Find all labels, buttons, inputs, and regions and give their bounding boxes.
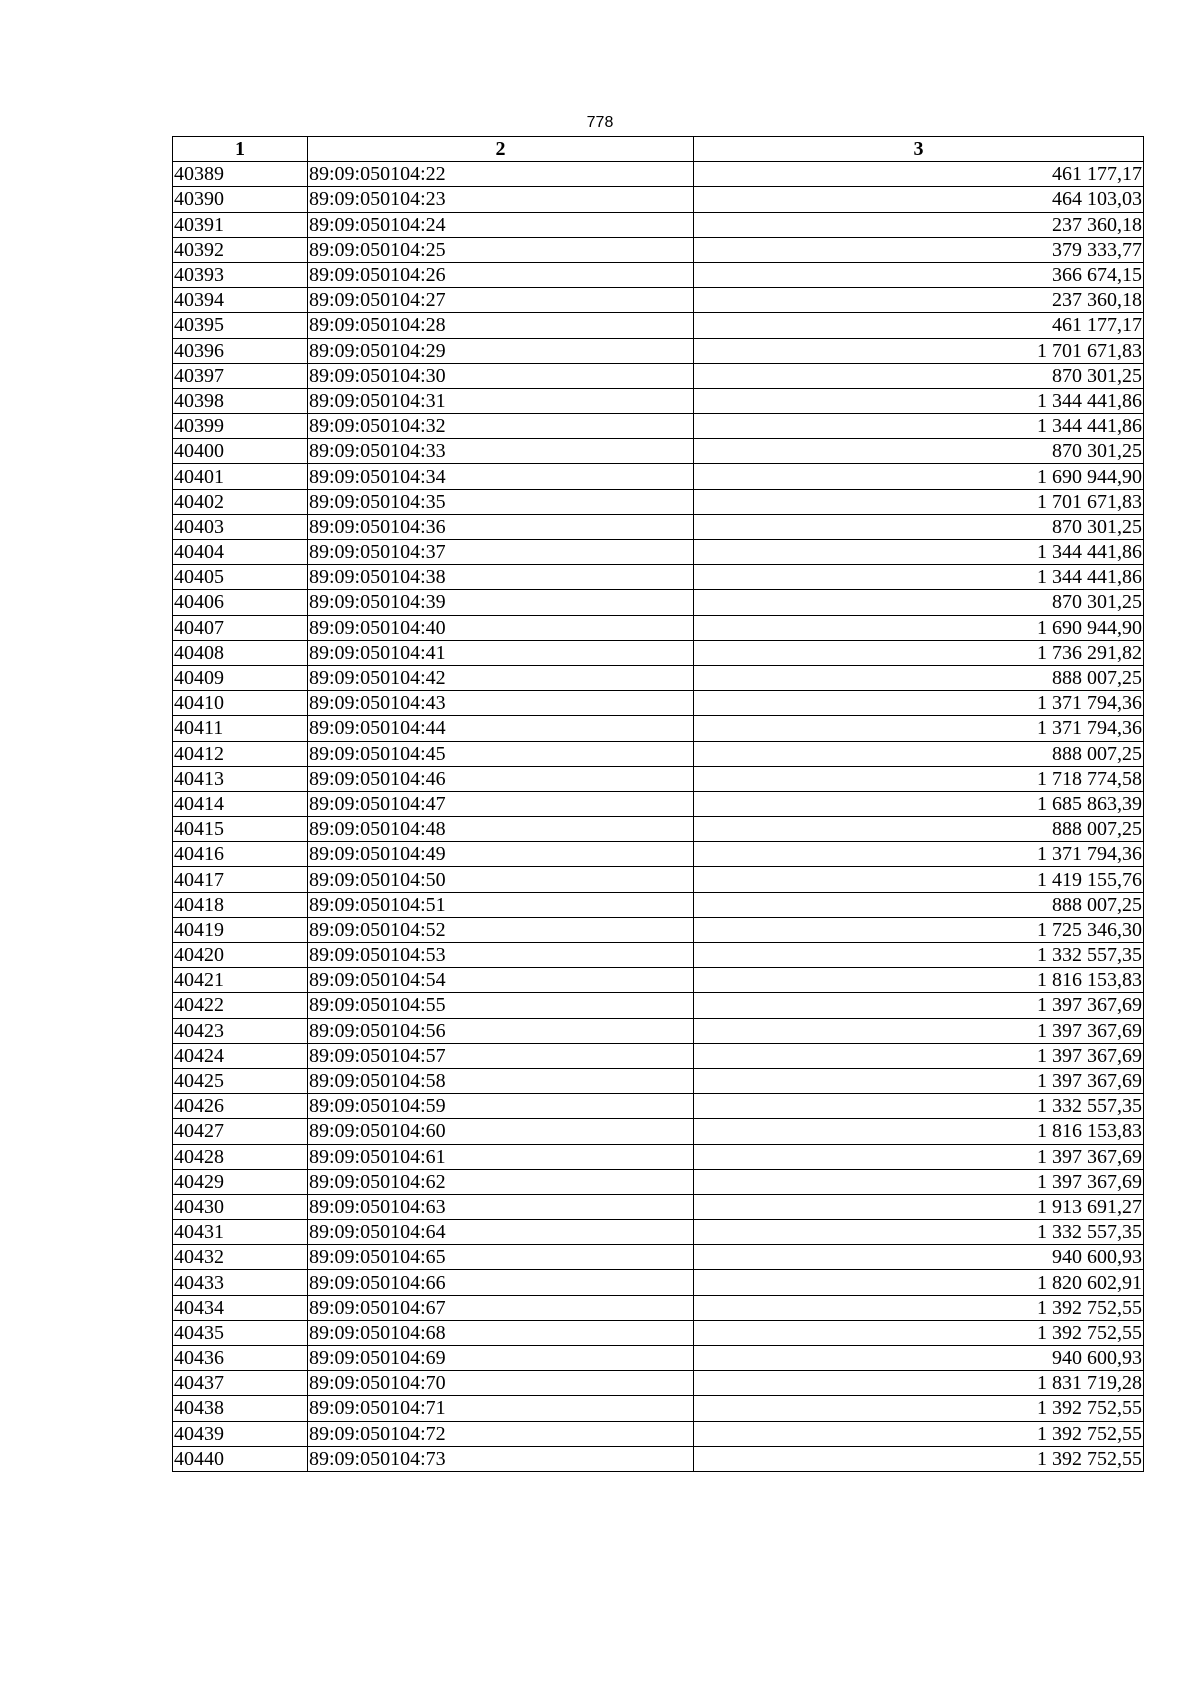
row-number-cell: 40410 bbox=[173, 691, 308, 716]
row-number-cell: 40430 bbox=[173, 1194, 308, 1219]
table-row bbox=[173, 565, 1144, 590]
value-cell: 1 392 752,55 bbox=[694, 1295, 1144, 1320]
cadastral-number-cell: 89:09:050104:58 bbox=[308, 1068, 694, 1093]
row-number-cell: 40406 bbox=[173, 590, 308, 615]
row-number-cell: 40420 bbox=[173, 943, 308, 968]
table-row bbox=[173, 1245, 1144, 1270]
data-table bbox=[172, 136, 1144, 1472]
table-row bbox=[173, 640, 1144, 665]
cadastral-number-cell: 89:09:050104:26 bbox=[308, 262, 694, 287]
value-cell: 888 007,25 bbox=[694, 817, 1144, 842]
cadastral-number-cell: 89:09:050104:47 bbox=[308, 791, 694, 816]
row-number-cell: 40421 bbox=[173, 968, 308, 993]
table-row bbox=[173, 615, 1144, 640]
row-number-cell: 40399 bbox=[173, 414, 308, 439]
value-cell: 379 333,77 bbox=[694, 237, 1144, 262]
cadastral-number-cell: 89:09:050104:31 bbox=[308, 388, 694, 413]
row-number-cell: 40422 bbox=[173, 993, 308, 1018]
table-row bbox=[173, 943, 1144, 968]
table-row bbox=[173, 1220, 1144, 1245]
table-row bbox=[173, 1421, 1144, 1446]
row-number-cell: 40403 bbox=[173, 514, 308, 539]
row-number-cell: 40411 bbox=[173, 716, 308, 741]
row-number-cell: 40419 bbox=[173, 917, 308, 942]
cadastral-number-cell: 89:09:050104:27 bbox=[308, 288, 694, 313]
table-row bbox=[173, 1043, 1144, 1068]
table-row bbox=[173, 1194, 1144, 1219]
row-number-cell: 40393 bbox=[173, 262, 308, 287]
table-row bbox=[173, 1144, 1144, 1169]
cadastral-number-cell: 89:09:050104:50 bbox=[308, 867, 694, 892]
value-cell: 461 177,17 bbox=[694, 162, 1144, 187]
cadastral-number-cell: 89:09:050104:56 bbox=[308, 1018, 694, 1043]
table-row bbox=[173, 817, 1144, 842]
value-cell: 1 397 367,69 bbox=[694, 1018, 1144, 1043]
row-number-cell: 40439 bbox=[173, 1421, 308, 1446]
table-header bbox=[173, 137, 1144, 162]
row-number-cell: 40418 bbox=[173, 892, 308, 917]
cadastral-number-cell: 89:09:050104:46 bbox=[308, 766, 694, 791]
value-cell: 464 103,03 bbox=[694, 187, 1144, 212]
table-row bbox=[173, 212, 1144, 237]
value-cell: 1 332 557,35 bbox=[694, 1220, 1144, 1245]
value-cell: 1 344 441,86 bbox=[694, 565, 1144, 590]
row-number-cell: 40402 bbox=[173, 489, 308, 514]
cadastral-number-cell: 89:09:050104:59 bbox=[308, 1094, 694, 1119]
row-number-cell: 40424 bbox=[173, 1043, 308, 1068]
table-row bbox=[173, 968, 1144, 993]
table-row bbox=[173, 791, 1144, 816]
row-number-cell: 40432 bbox=[173, 1245, 308, 1270]
row-number-cell: 40396 bbox=[173, 338, 308, 363]
header-cell-1: 1 bbox=[173, 137, 308, 162]
row-number-cell: 40414 bbox=[173, 791, 308, 816]
table-row bbox=[173, 439, 1144, 464]
cadastral-number-cell: 89:09:050104:36 bbox=[308, 514, 694, 539]
row-number-cell: 40404 bbox=[173, 540, 308, 565]
row-number-cell: 40433 bbox=[173, 1270, 308, 1295]
cadastral-number-cell: 89:09:050104:25 bbox=[308, 237, 694, 262]
cadastral-number-cell: 89:09:050104:66 bbox=[308, 1270, 694, 1295]
cadastral-number-cell: 89:09:050104:35 bbox=[308, 489, 694, 514]
table-row bbox=[173, 766, 1144, 791]
table-row bbox=[173, 262, 1144, 287]
row-number-cell: 40397 bbox=[173, 363, 308, 388]
row-number-cell: 40438 bbox=[173, 1396, 308, 1421]
table-body bbox=[173, 162, 1144, 1472]
cadastral-number-cell: 89:09:050104:52 bbox=[308, 917, 694, 942]
cadastral-number-cell: 89:09:050104:67 bbox=[308, 1295, 694, 1320]
table-row bbox=[173, 388, 1144, 413]
cadastral-number-cell: 89:09:050104:29 bbox=[308, 338, 694, 363]
value-cell: 870 301,25 bbox=[694, 590, 1144, 615]
value-cell: 1 419 155,76 bbox=[694, 867, 1144, 892]
value-cell: 1 371 794,36 bbox=[694, 716, 1144, 741]
cadastral-number-cell: 89:09:050104:34 bbox=[308, 464, 694, 489]
row-number-cell: 40434 bbox=[173, 1295, 308, 1320]
row-number-cell: 40409 bbox=[173, 665, 308, 690]
row-number-cell: 40436 bbox=[173, 1346, 308, 1371]
table-row bbox=[173, 716, 1144, 741]
value-cell: 1 718 774,58 bbox=[694, 766, 1144, 791]
value-cell: 1 392 752,55 bbox=[694, 1421, 1144, 1446]
value-cell: 940 600,93 bbox=[694, 1245, 1144, 1270]
row-number-cell: 40417 bbox=[173, 867, 308, 892]
value-cell: 1 816 153,83 bbox=[694, 1119, 1144, 1144]
value-cell: 1 344 441,86 bbox=[694, 414, 1144, 439]
value-cell: 1 913 691,27 bbox=[694, 1194, 1144, 1219]
table-row bbox=[173, 414, 1144, 439]
table-row bbox=[173, 514, 1144, 539]
value-cell: 1 392 752,55 bbox=[694, 1396, 1144, 1421]
cadastral-number-cell: 89:09:050104:53 bbox=[308, 943, 694, 968]
table-row bbox=[173, 691, 1144, 716]
table-row bbox=[173, 363, 1144, 388]
value-cell: 1 690 944,90 bbox=[694, 615, 1144, 640]
value-cell: 940 600,93 bbox=[694, 1346, 1144, 1371]
value-cell: 461 177,17 bbox=[694, 313, 1144, 338]
cadastral-number-cell: 89:09:050104:69 bbox=[308, 1346, 694, 1371]
cadastral-number-cell: 89:09:050104:64 bbox=[308, 1220, 694, 1245]
row-number-cell: 40398 bbox=[173, 388, 308, 413]
value-cell: 1 371 794,36 bbox=[694, 691, 1144, 716]
row-number-cell: 40407 bbox=[173, 615, 308, 640]
table-row bbox=[173, 590, 1144, 615]
row-number-cell: 40394 bbox=[173, 288, 308, 313]
cadastral-number-cell: 89:09:050104:42 bbox=[308, 665, 694, 690]
cadastral-number-cell: 89:09:050104:68 bbox=[308, 1320, 694, 1345]
value-cell: 1 685 863,39 bbox=[694, 791, 1144, 816]
cadastral-number-cell: 89:09:050104:40 bbox=[308, 615, 694, 640]
cadastral-number-cell: 89:09:050104:57 bbox=[308, 1043, 694, 1068]
cadastral-number-cell: 89:09:050104:65 bbox=[308, 1245, 694, 1270]
value-cell: 870 301,25 bbox=[694, 439, 1144, 464]
row-number-cell: 40425 bbox=[173, 1068, 308, 1093]
table-row bbox=[173, 665, 1144, 690]
row-number-cell: 40428 bbox=[173, 1144, 308, 1169]
cadastral-number-cell: 89:09:050104:39 bbox=[308, 590, 694, 615]
row-number-cell: 40427 bbox=[173, 1119, 308, 1144]
cadastral-number-cell: 89:09:050104:54 bbox=[308, 968, 694, 993]
value-cell: 1 397 367,69 bbox=[694, 993, 1144, 1018]
value-cell: 1 397 367,69 bbox=[694, 1068, 1144, 1093]
cadastral-number-cell: 89:09:050104:62 bbox=[308, 1169, 694, 1194]
cadastral-number-cell: 89:09:050104:70 bbox=[308, 1371, 694, 1396]
table-row bbox=[173, 892, 1144, 917]
row-number-cell: 40392 bbox=[173, 237, 308, 262]
cadastral-number-cell: 89:09:050104:45 bbox=[308, 741, 694, 766]
cadastral-number-cell: 89:09:050104:63 bbox=[308, 1194, 694, 1219]
value-cell: 1 397 367,69 bbox=[694, 1144, 1144, 1169]
value-cell: 1 392 752,55 bbox=[694, 1446, 1144, 1471]
cadastral-number-cell: 89:09:050104:37 bbox=[308, 540, 694, 565]
table-row bbox=[173, 993, 1144, 1018]
table-row bbox=[173, 1169, 1144, 1194]
value-cell: 1 397 367,69 bbox=[694, 1169, 1144, 1194]
table-row bbox=[173, 162, 1144, 187]
row-number-cell: 40412 bbox=[173, 741, 308, 766]
cadastral-number-cell: 89:09:050104:33 bbox=[308, 439, 694, 464]
table-row bbox=[173, 288, 1144, 313]
table-row bbox=[173, 1396, 1144, 1421]
table-row bbox=[173, 741, 1144, 766]
table-row bbox=[173, 1295, 1144, 1320]
cadastral-number-cell: 89:09:050104:49 bbox=[308, 842, 694, 867]
table-row bbox=[173, 1346, 1144, 1371]
value-cell: 237 360,18 bbox=[694, 212, 1144, 237]
table-row bbox=[173, 1446, 1144, 1471]
value-cell: 1 332 557,35 bbox=[694, 1094, 1144, 1119]
row-number-cell: 40431 bbox=[173, 1220, 308, 1245]
row-number-cell: 40390 bbox=[173, 187, 308, 212]
table-row bbox=[173, 540, 1144, 565]
value-cell: 1 820 602,91 bbox=[694, 1270, 1144, 1295]
cadastral-number-cell: 89:09:050104:32 bbox=[308, 414, 694, 439]
value-cell: 237 360,18 bbox=[694, 288, 1144, 313]
row-number-cell: 40437 bbox=[173, 1371, 308, 1396]
value-cell: 888 007,25 bbox=[694, 892, 1144, 917]
cadastral-number-cell: 89:09:050104:72 bbox=[308, 1421, 694, 1446]
cadastral-number-cell: 89:09:050104:23 bbox=[308, 187, 694, 212]
cadastral-number-cell: 89:09:050104:24 bbox=[308, 212, 694, 237]
header-cell-3: 3 bbox=[694, 137, 1144, 162]
value-cell: 1 831 719,28 bbox=[694, 1371, 1144, 1396]
cadastral-number-cell: 89:09:050104:43 bbox=[308, 691, 694, 716]
value-cell: 1 816 153,83 bbox=[694, 968, 1144, 993]
value-cell: 366 674,15 bbox=[694, 262, 1144, 287]
header-row bbox=[173, 137, 1144, 162]
cadastral-number-cell: 89:09:050104:71 bbox=[308, 1396, 694, 1421]
row-number-cell: 40429 bbox=[173, 1169, 308, 1194]
row-number-cell: 40395 bbox=[173, 313, 308, 338]
table-row bbox=[173, 1320, 1144, 1345]
cadastral-number-cell: 89:09:050104:61 bbox=[308, 1144, 694, 1169]
value-cell: 1 344 441,86 bbox=[694, 540, 1144, 565]
table-row bbox=[173, 1371, 1144, 1396]
row-number-cell: 40408 bbox=[173, 640, 308, 665]
table-row bbox=[173, 1018, 1144, 1043]
row-number-cell: 40415 bbox=[173, 817, 308, 842]
table-row bbox=[173, 489, 1144, 514]
row-number-cell: 40416 bbox=[173, 842, 308, 867]
row-number-cell: 40405 bbox=[173, 565, 308, 590]
value-cell: 888 007,25 bbox=[694, 741, 1144, 766]
row-number-cell: 40440 bbox=[173, 1446, 308, 1471]
value-cell: 1 332 557,35 bbox=[694, 943, 1144, 968]
table-row bbox=[173, 1094, 1144, 1119]
row-number-cell: 40435 bbox=[173, 1320, 308, 1345]
row-number-cell: 40389 bbox=[173, 162, 308, 187]
value-cell: 870 301,25 bbox=[694, 514, 1144, 539]
row-number-cell: 40400 bbox=[173, 439, 308, 464]
value-cell: 1 736 291,82 bbox=[694, 640, 1144, 665]
value-cell: 1 397 367,69 bbox=[694, 1043, 1144, 1068]
value-cell: 1 344 441,86 bbox=[694, 388, 1144, 413]
value-cell: 1 392 752,55 bbox=[694, 1320, 1144, 1345]
table-row bbox=[173, 187, 1144, 212]
value-cell: 1 701 671,83 bbox=[694, 489, 1144, 514]
cadastral-number-cell: 89:09:050104:38 bbox=[308, 565, 694, 590]
table-row bbox=[173, 338, 1144, 363]
cadastral-number-cell: 89:09:050104:30 bbox=[308, 363, 694, 388]
cadastral-number-cell: 89:09:050104:51 bbox=[308, 892, 694, 917]
row-number-cell: 40413 bbox=[173, 766, 308, 791]
cadastral-number-cell: 89:09:050104:28 bbox=[308, 313, 694, 338]
header-cell-2: 2 bbox=[308, 137, 694, 162]
cadastral-number-cell: 89:09:050104:48 bbox=[308, 817, 694, 842]
cadastral-number-cell: 89:09:050104:73 bbox=[308, 1446, 694, 1471]
table-row bbox=[173, 313, 1144, 338]
table-row bbox=[173, 842, 1144, 867]
value-cell: 888 007,25 bbox=[694, 665, 1144, 690]
table-row bbox=[173, 917, 1144, 942]
table-row bbox=[173, 464, 1144, 489]
table-row bbox=[173, 1270, 1144, 1295]
value-cell: 870 301,25 bbox=[694, 363, 1144, 388]
table-row bbox=[173, 237, 1144, 262]
table-row bbox=[173, 1119, 1144, 1144]
cadastral-number-cell: 89:09:050104:44 bbox=[308, 716, 694, 741]
value-cell: 1 371 794,36 bbox=[694, 842, 1144, 867]
value-cell: 1 690 944,90 bbox=[694, 464, 1144, 489]
cadastral-number-cell: 89:09:050104:55 bbox=[308, 993, 694, 1018]
value-cell: 1 701 671,83 bbox=[694, 338, 1144, 363]
row-number-cell: 40391 bbox=[173, 212, 308, 237]
row-number-cell: 40401 bbox=[173, 464, 308, 489]
cadastral-number-cell: 89:09:050104:60 bbox=[308, 1119, 694, 1144]
cadastral-number-cell: 89:09:050104:22 bbox=[308, 162, 694, 187]
table-row bbox=[173, 1068, 1144, 1093]
row-number-cell: 40423 bbox=[173, 1018, 308, 1043]
value-cell: 1 725 346,30 bbox=[694, 917, 1144, 942]
table-row bbox=[173, 867, 1144, 892]
page-number: 778 bbox=[586, 114, 614, 131]
cadastral-number-cell: 89:09:050104:41 bbox=[308, 640, 694, 665]
row-number-cell: 40426 bbox=[173, 1094, 308, 1119]
